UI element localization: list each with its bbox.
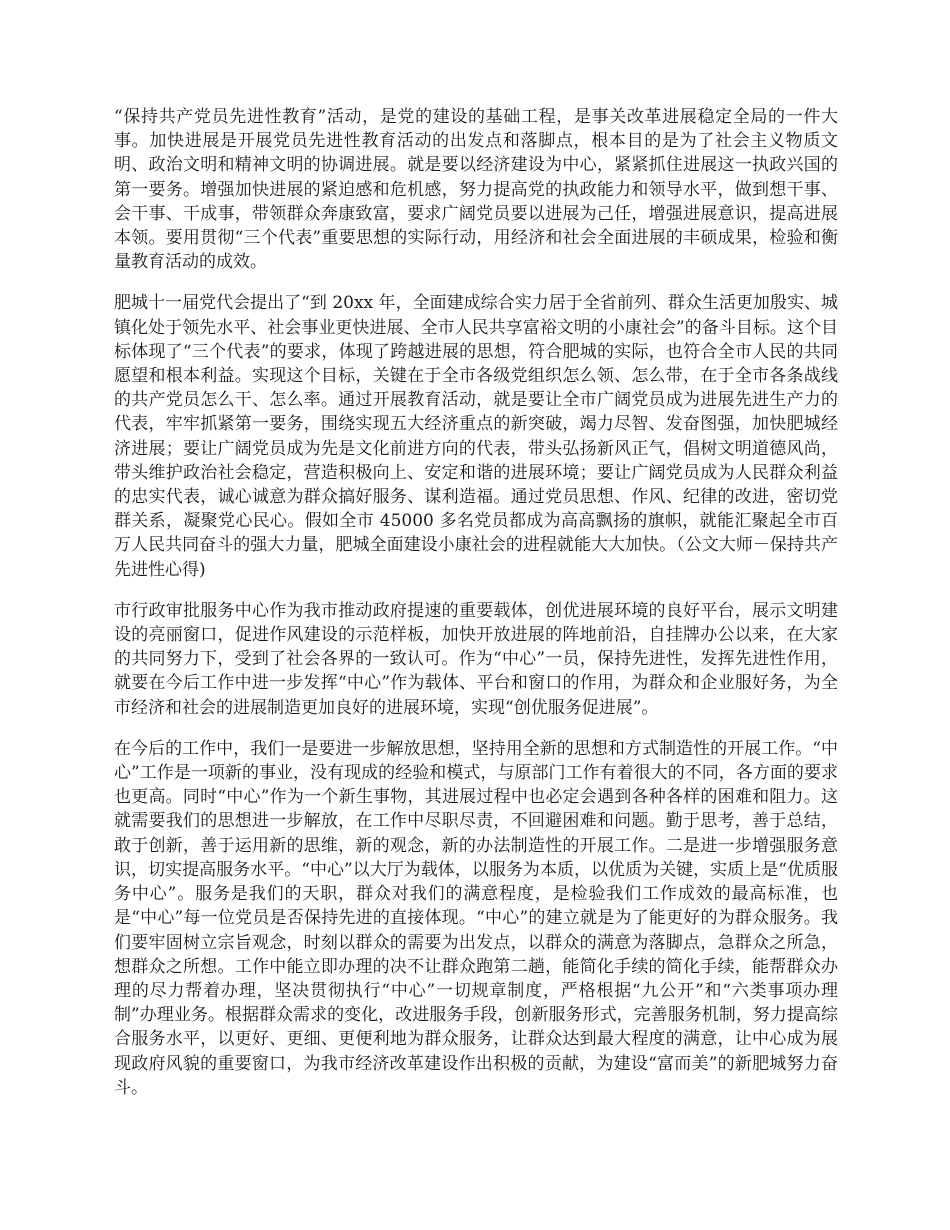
paragraph-4: 在今后的工作中，我们一是要进一步解放思想，坚持用全新的思想和方式制造性的开展工作。“中心”工作是一项新的事业，没有现成的经验和模式，与原部门工作有着很大的不同，各方面的要求也更高。同时“中心”作为一个新生事物，其进展过程中也必定会遇到各种各样的困难和阻力。这就需要我们的思想进一步解放，在工作中尽职尽责，不回避困难和问题。勤于思考，善于总结，敢于创新，善于运用新的思维，新的观念，新的办法制造性的开展工作。二是进一步增强服务意识，切实提高服务水平。“中心”以大厅为载体，以服务为本质，以优质为关键，实质上是“优质服务中心”。服务是我们的天职，群众对我们的满意程度，是检验我们工作成效的最高标准，也是“中心”每一位党员是否保持先进的直接体现。“中心”的建立就是为了能更好的为群众服务。我们要牢固树立宗旨观念，时刻以群众的需要为出发点，以群众的满意为落脚点，急群众之所急，想群众之所想。工作中能立即办理的决不让群众跑第二趟，能简化手续的简化手续，能帮群众办理的尽力帮着办理，坚决贯彻执行“中心”一切规章制度，严格根据“九公开”和“六类事项办理制”办理业务。根据群众需求的变化，改进服务手段，创新服务形式，完善服务机制，努力提高综合服务水平，以更好、更细、更便利地为群众服务，让群众达到最大程度的满意，让中心成为展现政府风貌的重要窗口，为我市经济改革建设作出积极的贡献，为建设“富而美”的新肥城努力奋斗。 <box>114 738 838 1098</box>
document-body <box>114 105 838 1117</box>
paragraph-1: “保持共产党员先进性教育”活动，是党的建设的基础工程，是事关改革进展稳定全局的一件大事。加快进展是开展党员先进性教育活动的出发点和落脚点，根本目的是为了社会主义物质文明、政治文明和精神文明的协调进展。就是要以经济建设为中心，紧紧抓住进展这一执政兴国的第一要务。增强加快进展的紧迫感和危机感，努力提高党的执政能力和领导水平，做到想干事、会干事、干成事，带领群众奔康致富，要求广阔党员要以进展为己任，增强进展意识，提高进展本领。要用贯彻“三个代表”重要思想的实际行动，用经济和社会全面进展的丰硕成果，检验和衡量教育活动的成效。 <box>114 107 838 273</box>
paragraph-3: 市行政审批服务中心作为我市推动政府提速的重要载体，创优进展环境的良好平台，展示文明建设的亮丽窗口，促进作风建设的示范样板，加快开放进展的阵地前沿，自挂牌办公以来，在大家的共同努力下，受到了社会各界的一致认可。作为“中心”一员，保持先进性，发挥先进性作用，就要在今后工作中进一步发挥“中心”作为载体、平台和窗口的作用，为群众和企业服好务，为全市经济和社会的进展制造更加良好的进展环境，实现“创优服务促进展”。 <box>114 600 838 718</box>
paragraph-2: 肥城十一届党代会提出了“到 20xx 年，全面建成综合实力居于全省前列、群众生活更加殷实、城镇化处于领先水平、社会事业更快进展、全市人民共享富裕文明的小康社会”的备斗目标。这个目标体现了“三个代表”的要求，体现了跨越进展的思想，符合肥城的实际，也符合全市人民的共同愿望和根本利益。实现这个目标，关键在于全市各级党组织怎么领、怎么带，在于全市各条战线的共产党员怎么干、怎么率。通过开展教育活动，就是要让全市广阔党员成为进展先进生产力的代表，牢牢抓紧第一要务，围绕实现五大经济重点的新突破，竭力尽智、发奋图强，加快肥城经济进展；要让广阔党员成为先是文化前进方向的代表，带头弘扬新风正气，倡树文明道德风尚，带头维护政治社会稳定，营造积极向上、安定和谐的进展环境；要让广阔党员成为人民群众利益的忠实代表，诚心诚意为群众搞好服务、谋利造福。通过党员思想、作风、纪律的改进，密切党群关系，凝聚党心民心。假如全市 45000 多名党员都成为高高飘扬的旗帜，就能汇聚起全市百万人民共同奋斗的强大力量，肥城全面建设小康社会的进程就能大大加快。（公文大师－保持共产先进性心得) <box>114 293 838 580</box>
